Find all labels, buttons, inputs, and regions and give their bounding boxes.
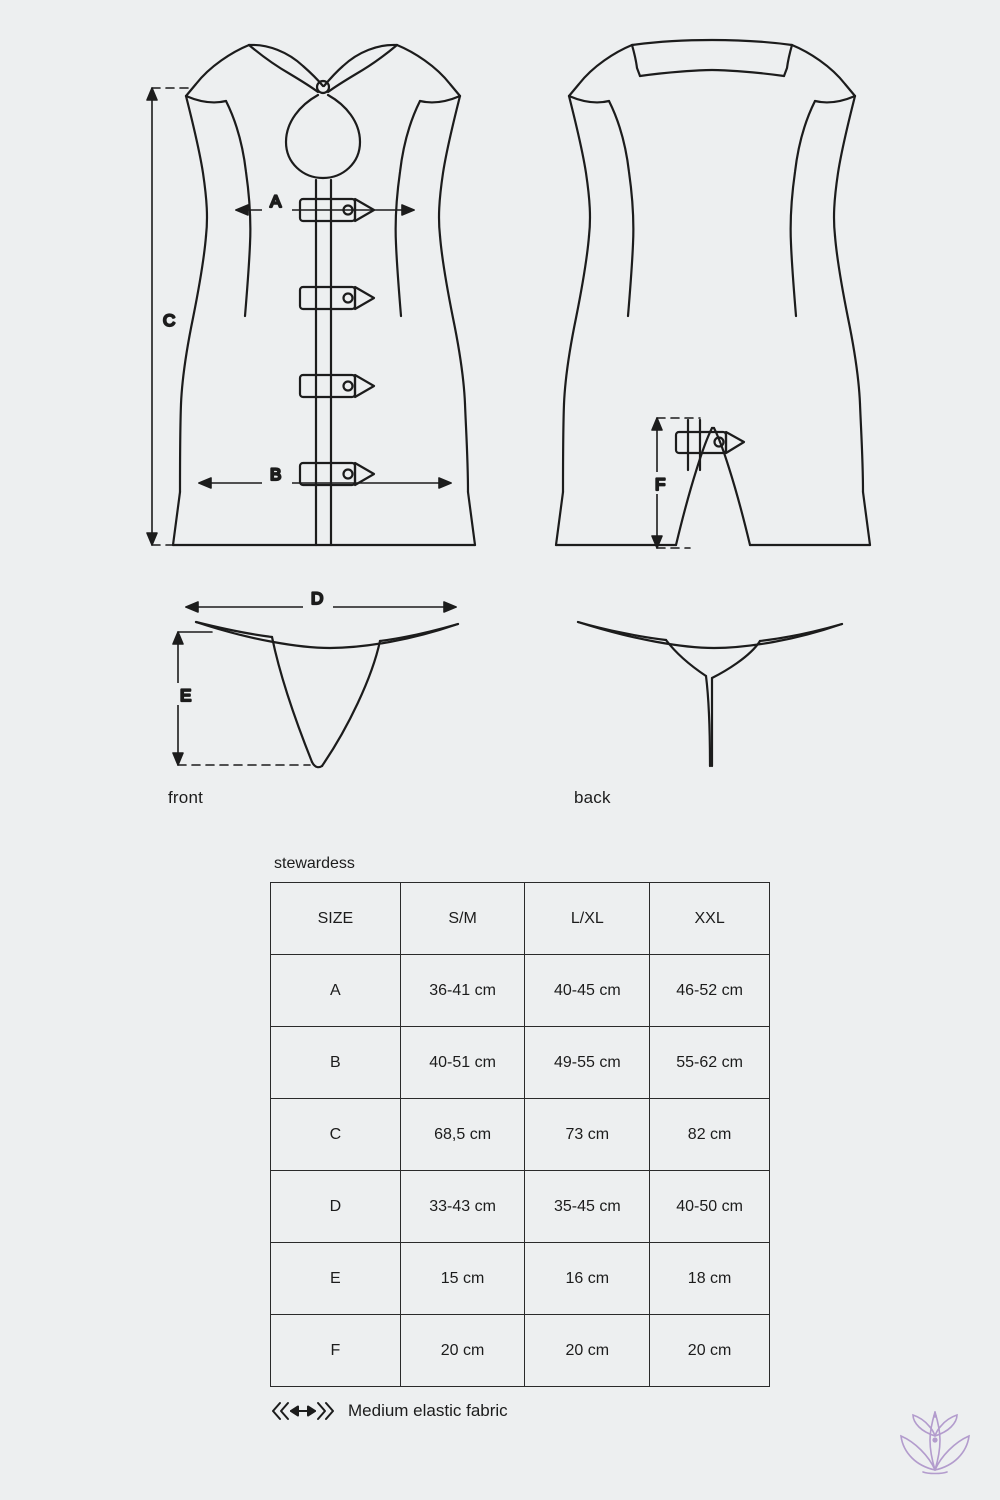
cell-sm: 36-41 cm: [400, 955, 525, 1027]
dimension-label-d: D: [311, 589, 324, 608]
fabric-note-text: Medium elastic fabric: [348, 1401, 508, 1420]
dimension-label-b: B: [270, 465, 282, 484]
dimension-label-c: C: [163, 311, 176, 330]
dimension-b: [199, 478, 451, 488]
header-sm: S/M: [400, 883, 525, 955]
header-size: SIZE: [271, 883, 401, 955]
fabric-note: [272, 1400, 508, 1422]
header-xxl: XXL: [650, 883, 770, 955]
dimension-label-f: F: [655, 475, 666, 494]
cell-lxl: 49-55 cm: [525, 1027, 650, 1099]
cell-lxl: 20 cm: [525, 1315, 650, 1387]
back-clasp: [676, 432, 744, 453]
cell-xxl: 46-52 cm: [650, 955, 770, 1027]
back-view-label: back: [574, 788, 611, 807]
cell-sm: 33-43 cm: [400, 1171, 525, 1243]
table-header-row: [271, 883, 770, 955]
table-row: [271, 1099, 770, 1171]
table-row: [271, 955, 770, 1027]
table-row: [271, 1315, 770, 1387]
cell-lxl: 35-45 cm: [525, 1171, 650, 1243]
row-label: E: [271, 1243, 401, 1315]
row-label: B: [271, 1027, 401, 1099]
cell-sm: 68,5 cm: [400, 1099, 525, 1171]
cell-xxl: 20 cm: [650, 1315, 770, 1387]
front-dress-outline: [173, 45, 475, 545]
product-name: stewardess: [274, 855, 355, 872]
cell-xxl: 82 cm: [650, 1099, 770, 1171]
elastic-stretch-icon: [272, 1400, 334, 1422]
cell-xxl: 55-62 cm: [650, 1027, 770, 1099]
dimension-label-e: E: [180, 686, 192, 705]
cell-sm: 20 cm: [400, 1315, 525, 1387]
cell-lxl: 16 cm: [525, 1243, 650, 1315]
front-thong-outline: [196, 622, 458, 767]
row-label: A: [271, 955, 401, 1027]
size-table-block: [270, 855, 770, 1387]
cell-sm: 40-51 cm: [400, 1027, 525, 1099]
row-label: F: [271, 1315, 401, 1387]
cell-lxl: 40-45 cm: [525, 955, 650, 1027]
front-clasps: [300, 199, 374, 485]
header-lxl: L/XL: [525, 883, 650, 955]
row-label: D: [271, 1171, 401, 1243]
back-dress-outline: [556, 40, 870, 545]
table-row: [271, 1243, 770, 1315]
cell-xxl: 40-50 cm: [650, 1171, 770, 1243]
cell-lxl: 73 cm: [525, 1099, 650, 1171]
cell-xxl: 18 cm: [650, 1243, 770, 1315]
size-table: [270, 882, 770, 1387]
table-row: [271, 1171, 770, 1243]
brand-logo: [896, 1406, 974, 1478]
row-label: C: [271, 1099, 401, 1171]
back-thong-outline: [578, 622, 842, 766]
front-view-label: front: [168, 788, 204, 807]
cell-sm: 15 cm: [400, 1243, 525, 1315]
dimension-label-a: A: [270, 192, 282, 211]
table-row: [271, 1027, 770, 1099]
